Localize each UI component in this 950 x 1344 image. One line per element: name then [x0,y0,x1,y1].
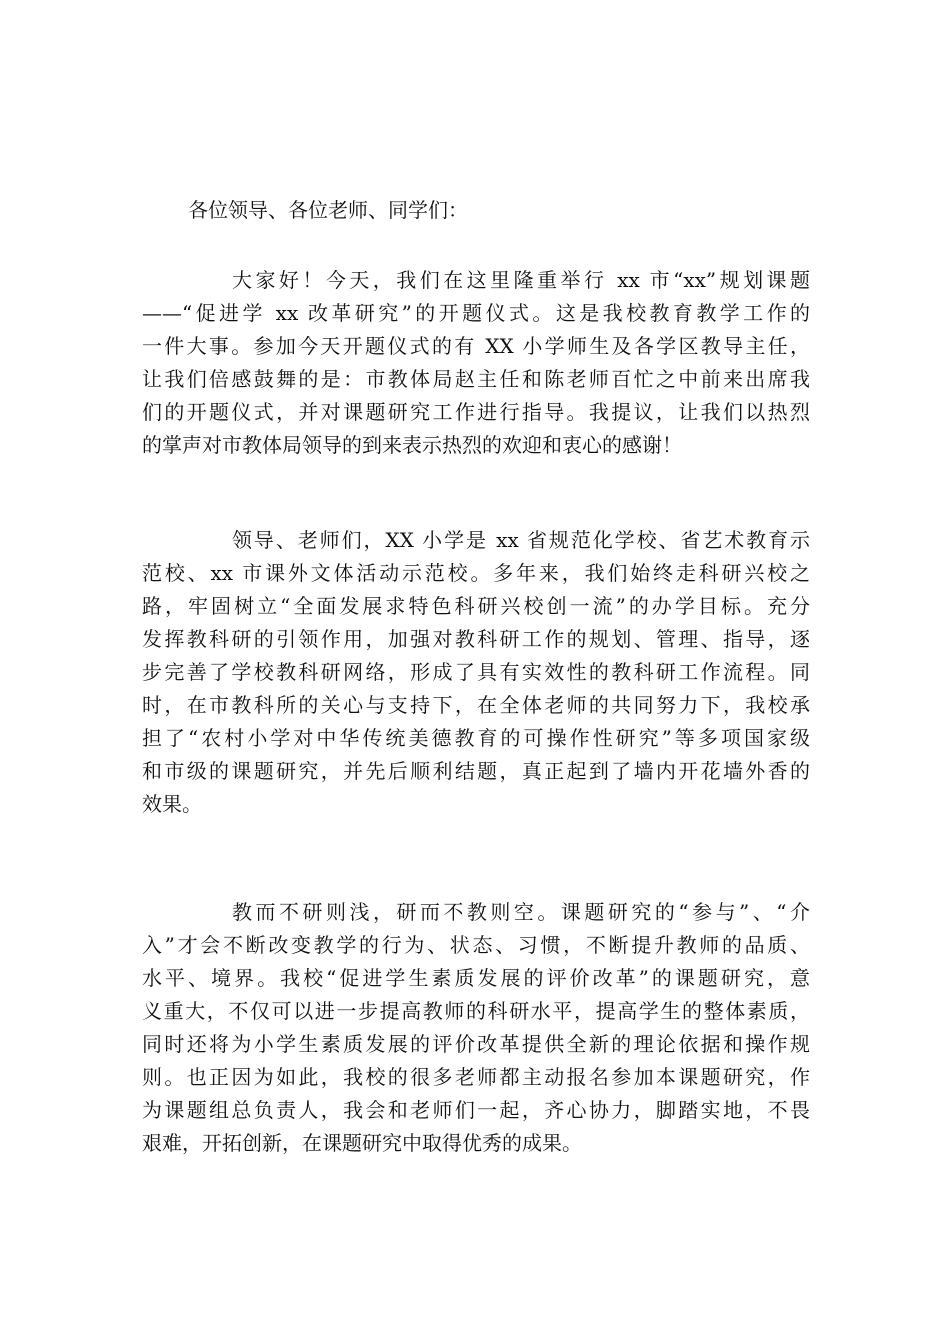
text-line: 让我们倍感鼓舞的是：市教体局赵主任和陈老师百忙之中前来出席我 [142,367,810,391]
text-line: 水平、境界。我校“促进学生素质发展的评价改革”的课题研究，意 [142,966,810,990]
text-line: 和市级的课题研究，并先后顺利结题，真正起到了墙内开花墙外香的 [142,759,810,783]
text-line: 时，在市教科所的关心与支持下，在全体老师的共同努力下，我校承 [142,693,810,717]
text-line: 则。也正因为如此，我校的很多老师都主动报名参加本课题研究，作 [142,1065,810,1089]
paragraph-research-significance [142,896,810,1160]
text-line: 同时还将为小学生素质发展的评价改革提供全新的理论依据和操作规 [142,1032,810,1056]
text-line: 一件大事。参加今天开题仪式的有 XX 小学师生及各学区教导主任， [142,334,810,358]
text-line: 大家好！今天，我们在这里隆重举行 xx 市“xx”规划课题 [232,268,810,292]
text-line: 们的开题仪式，并对课题研究工作进行指导。我提议，让我们以热烈 [142,400,810,424]
paragraph-school-intro [142,524,810,821]
text-line: 范校、xx 市课外文体活动示范校。多年来，我们始终走科研兴校之 [142,561,810,585]
text-line: 为课题组总负责人，我会和老师们一起，齐心协力，脚踏实地，不畏 [142,1098,810,1122]
text-line: 义重大，不仅可以进一步提高教师的科研水平，提高学生的整体素质， [142,999,810,1023]
text-line: 入”才会不断改变教学的行为、状态、习惯，不断提升教师的品质、 [142,933,810,957]
text-line: 发挥教科研的引领作用，加强对教科研工作的规划、管理、指导，逐 [142,627,810,651]
text-line: 的掌声对市教体局领导的到来表示热烈的欢迎和衷心的感谢！ [142,433,682,457]
paragraph-welcome [142,264,810,462]
text-line: 艰难，开拓创新，在课题研究中取得优秀的成果。 [142,1131,582,1155]
text-line: 路，牢固树立“全面发展求特色科研兴校创一流”的办学目标。充分 [142,594,810,618]
text-line: 效果。 [142,792,202,816]
text-line: 担了“农村小学对中华传统美德教育的可操作性研究”等多项国家级 [142,726,810,750]
greeting-line: 各位领导、各位老师、同学们： [188,198,468,222]
text-line: 步完善了学校教科研网络，形成了具有实效性的教科研工作流程。同 [142,660,810,684]
text-line: 领导、老师们，XX 小学是 xx 省规范化学校、省艺术教育示 [232,528,810,552]
text-line: ——“促进学 xx 改革研究”的开题仪式。这是我校教育教学工作的 [142,301,810,325]
text-line: 教而不研则浅，研而不教则空。课题研究的“参与”、“介 [232,900,810,924]
